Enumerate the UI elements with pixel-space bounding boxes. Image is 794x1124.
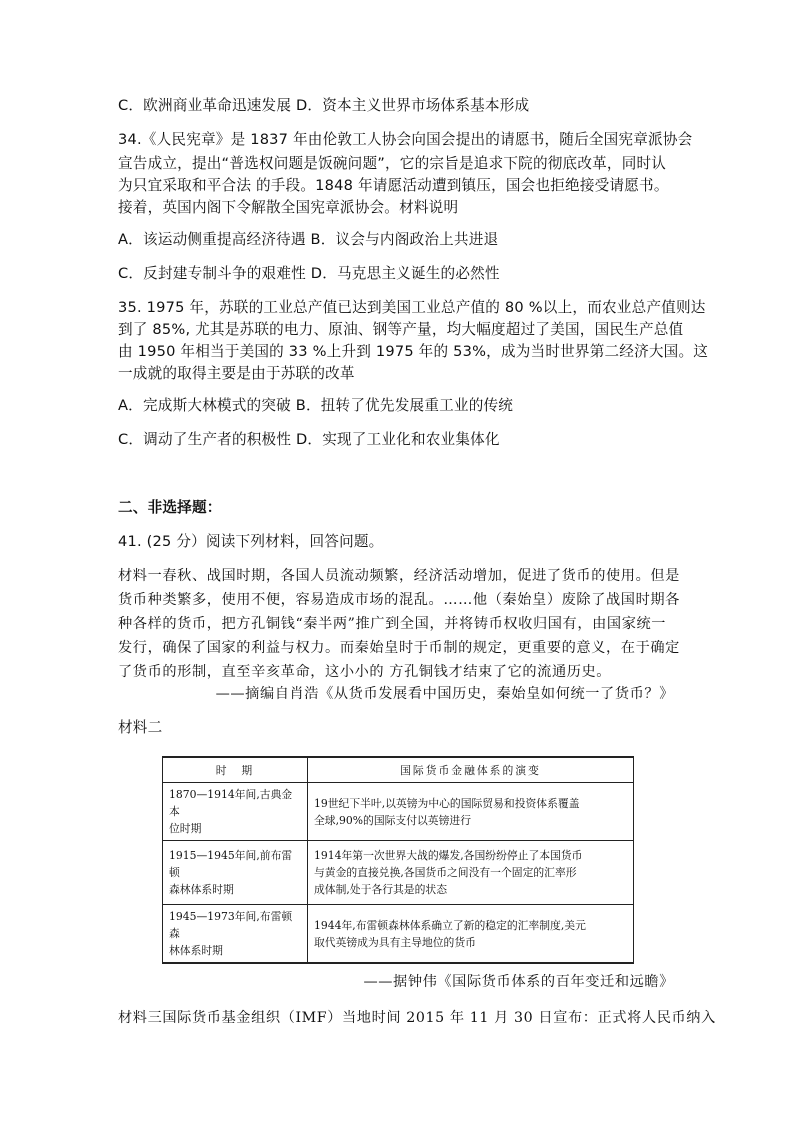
material-1-source: ——摘编自肖浩《从货币发展看中国历史，秦始皇如何统一了货币？》 [215,686,674,702]
q34-stem-line-3: 为只宜采取和平合法 的手段。1848 年请愿活动遭到镇压，国会也拒绝接受请愿书。 [118,177,669,194]
content-line: 取代英镑成为具有主导地位的货币 [314,935,476,949]
table-header-row [163,757,634,783]
q34-stem-line-4: 接着，英国内阁下令解散全国宪章派协会。材料说明 [118,199,459,216]
period-line: 林体系时期 [169,944,223,957]
q35-options-ab: A．完成斯大林模式的突破 B．扭转了优先发展重工业的传统 [118,397,514,414]
table-cell-period [163,905,308,964]
section-2-title: 二、非选择题： [118,499,222,516]
material-1-line-3: 种各样的货币，把方孔铜钱“秦半两”推广到全国，并将铸币权收归国有，由国家统一 [118,616,667,632]
q35-stem-line-3: 由 1950 年相当于美国的 33 %上升到 1975 年的 53%，成为当时世界第二经济大国。这 [118,343,709,360]
material-1-line-2: 货币种类繁多，使用不便，容易造成市场的混乱。……他（秦始皇）废除了战国时期各 [118,592,680,608]
q34-options-cd: C．反封建专制斗争的艰难性 D．马克思主义诞生的必然性 [118,265,500,282]
content-line: 成体制,处于各行其是的状态 [314,883,447,896]
q34-stem-line-2: 宣告成立，提出“普选权问题是饭碗问题”，它的宗旨是追求下院的彻底改革，同时认 [118,155,667,172]
content-line: 1914年第一次世界大战的爆发,各国纷纷停止了本国货币 [314,849,583,862]
material-1-line-4: 发行，确保了国家的利益与权力。而秦始皇时于币制的规定，更重要的意义，在于确定 [118,640,680,656]
period-line: 森林体系时期 [169,883,234,896]
table-cell-content [308,783,634,841]
period-line: 1915—1945年间,前布雷顿 [169,849,293,879]
material-3-line-1: 材料三国际货币基金组织（IMF）当地时间 2015 年 11 月 30 日宣布：正式将人民币纳入 [118,1010,716,1026]
table-cell-period [163,841,308,905]
q35-options-cd: C．调动了生产者的积极性 D．实现了工业化和农业集体化 [118,431,500,448]
table-row [163,841,634,905]
q35-stem-line-2: 到了 85%, 尤其是苏联的电力、原油、钢等产量，均大幅度超过了美国，国民生产总值 [118,321,684,338]
period-line: 1870—1914年间,古典金本 [169,788,293,818]
q34-options-ab: A．该运动侧重提高经济待遇 B．议会与内阁政治上共进退 [118,231,499,248]
q35-stem-line-4: 一成就的取得主要是由于苏联的改革 [118,365,355,382]
currency-system-table [162,756,634,964]
content-line: 与黄金的直接兑换,各国货币之间没有一个固定的汇率形 [314,866,577,879]
q33-options-cd: C．欧洲商业革命迅速发展 D．资本主义世界市场体系基本形成 [118,97,530,114]
table-cell-period [163,783,308,841]
table-row [163,783,634,841]
period-line: 1945—1973年间,布雷顿森 [169,910,293,940]
material-2-source: ——据钟伟《国际货币体系的百年变迁和远瞻》 [363,974,674,990]
table-row [163,905,634,964]
material-1-line-5: 了货币的形制，直至辛亥革命，这小小的 方孔铜钱才结束了它的流通历史。 [118,664,612,680]
q35-stem-line-1: 35. 1975 年，苏联的工业总产值已达到美国工业总产值的 80 %以上，而农业总产值则达 [118,299,706,316]
content-line: 19世纪下半叶,以英镑为中心的国际贸易和投资体系覆盖 [314,796,580,810]
content-line: 全球,90%的国际支付以英镑进行 [314,813,471,827]
period-line: 位时期 [169,822,202,835]
q34-stem-line-1: 34.《人民宪章》是 1837 年由伦敦工人协会向国会提出的请愿书，随后全国宪章派协会 [118,131,693,148]
table-cell-content [308,905,634,964]
table-header-evolution: 国际货币金融体系的演变 [308,757,634,783]
material-1-line-1: 材料一春秋、战国时期，各国人员流动频繁，经济活动增加，促进了货币的使用。但是 [118,568,680,584]
table-header-period: 时 期 [163,757,308,783]
q41-stem: 41. (25 分）阅读下列材料，回答问题。 [118,533,384,550]
material-2-label: 材料二 [118,719,163,736]
content-line: 1944年,布雷顿森林体系确立了新的稳定的汇率制度,美元 [314,918,586,932]
table-cell-content [308,841,634,905]
